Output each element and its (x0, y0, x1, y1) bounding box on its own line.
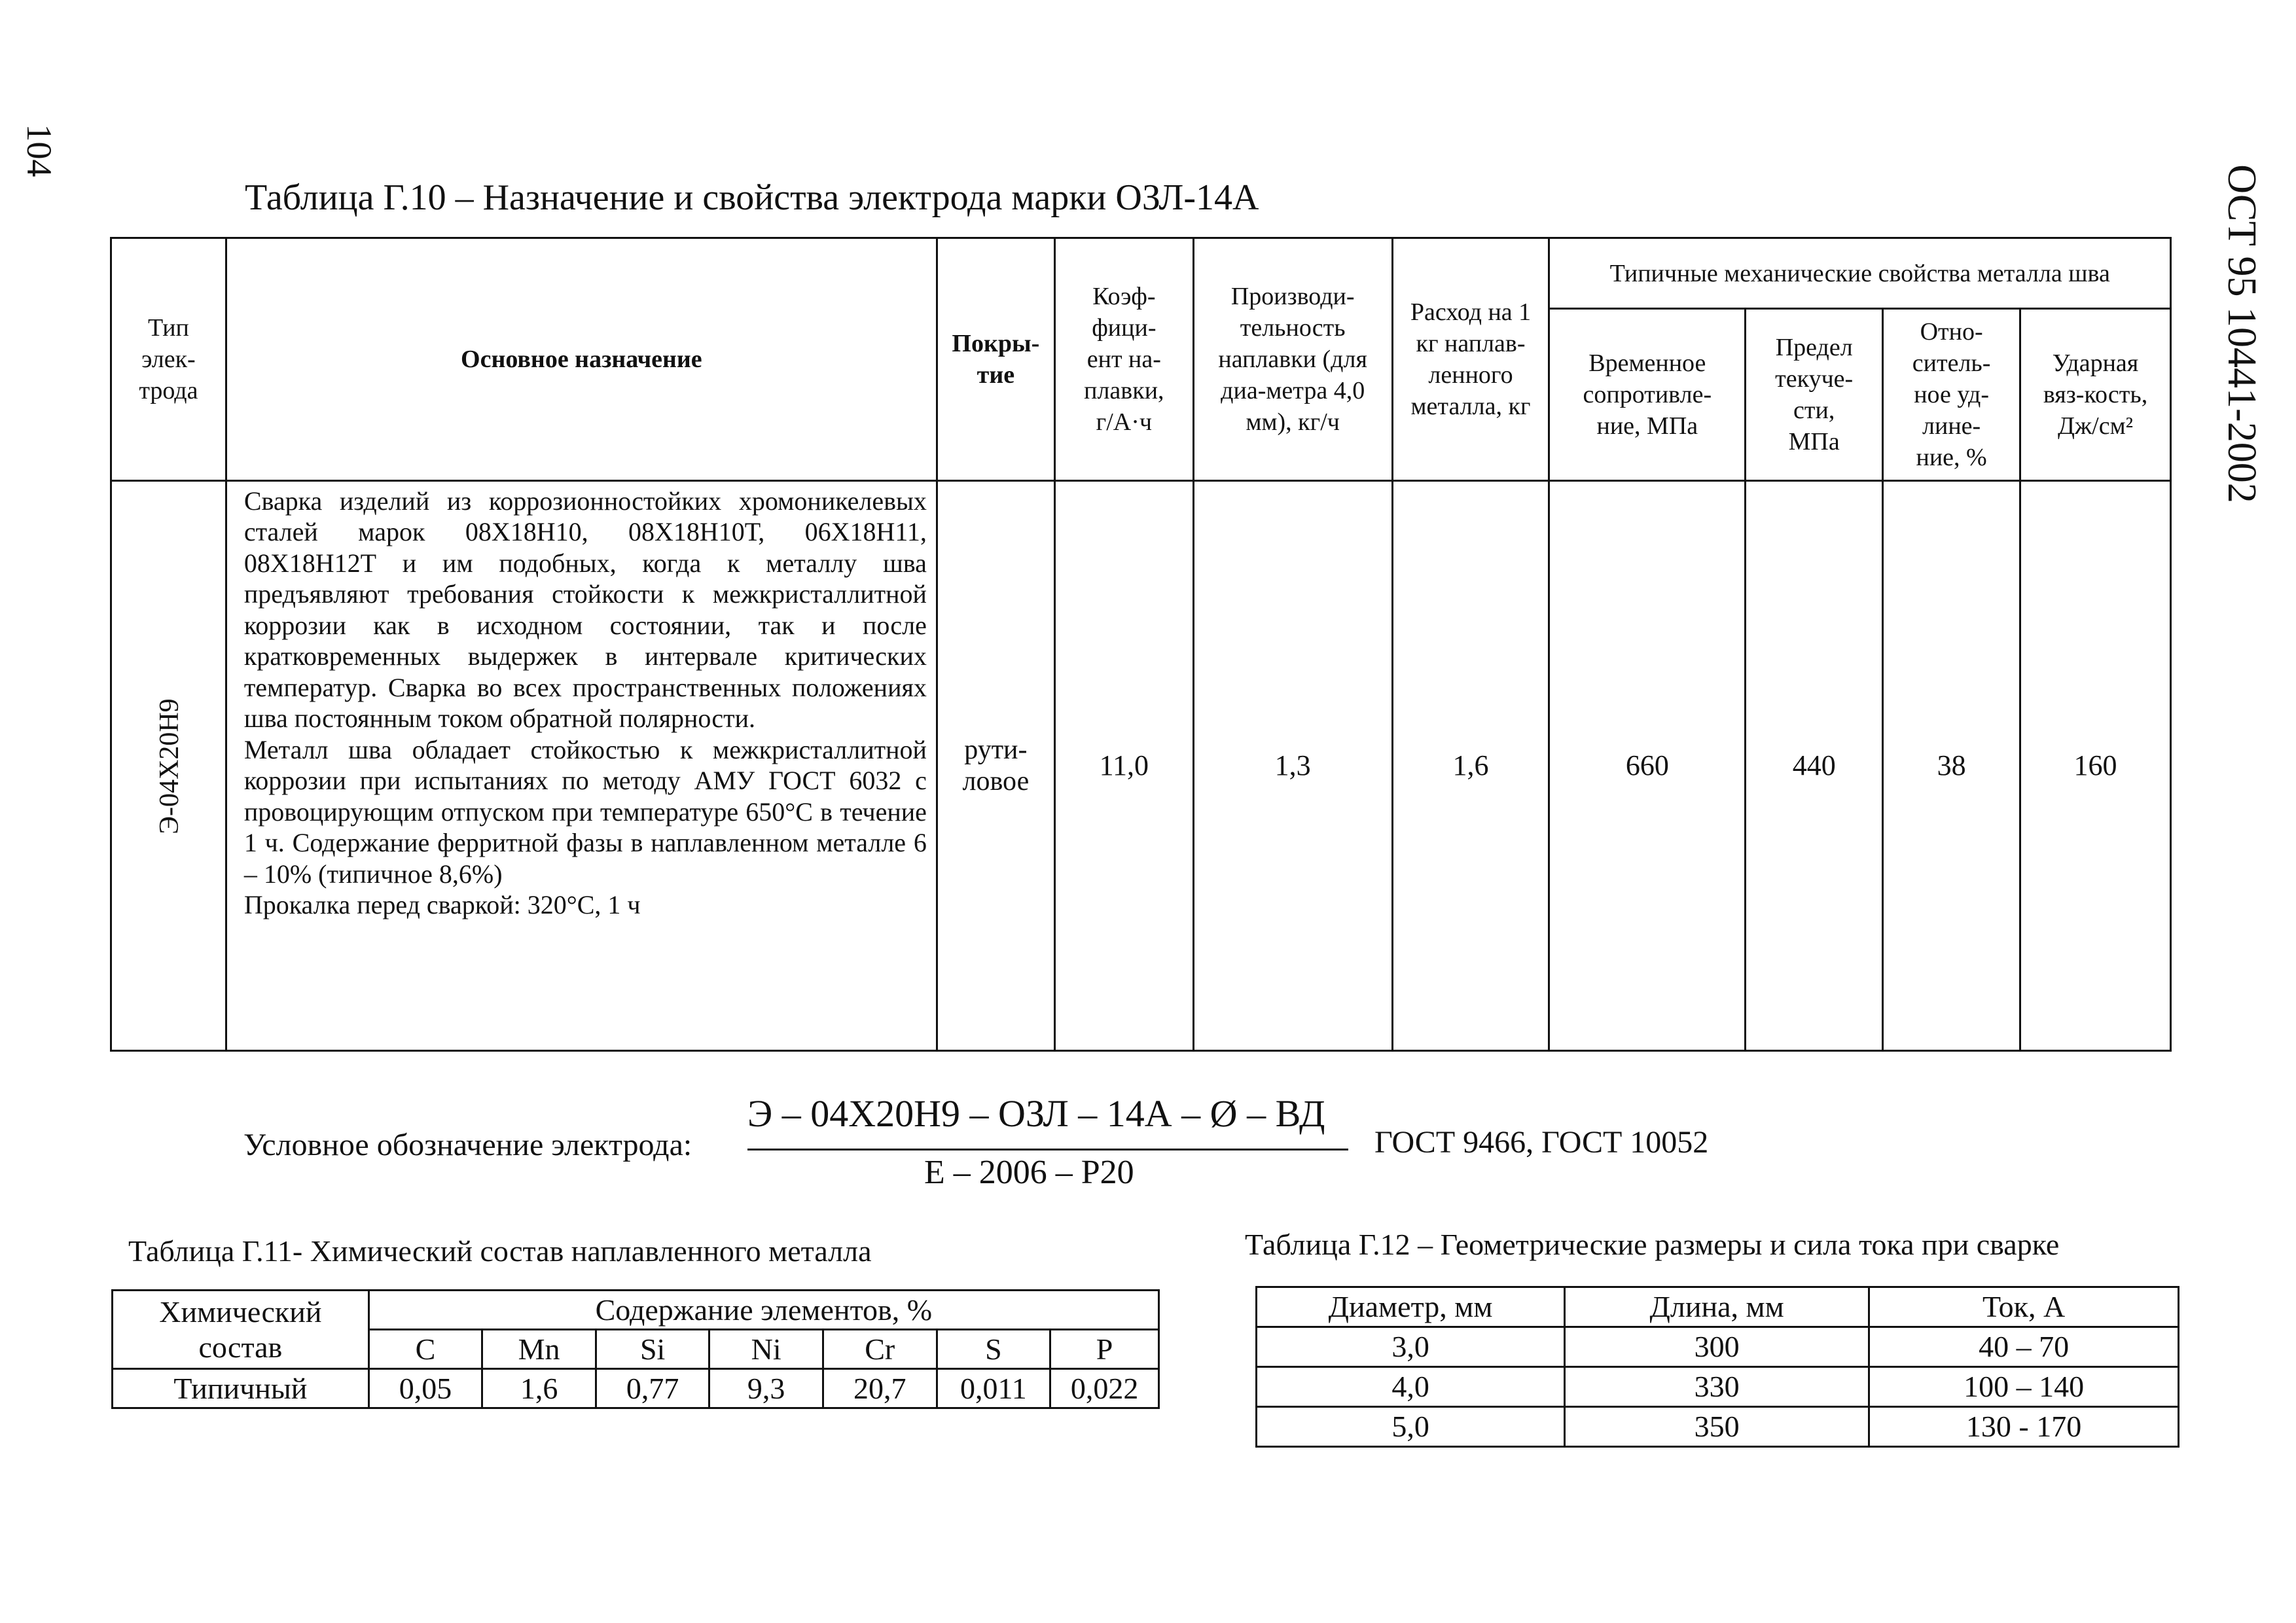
standard-code: ОСТ 95 10441-2002 (2219, 164, 2264, 503)
designation-numerator: Э – 04Х20Н9 – ОЗЛ – 14А – Ø – ВД (747, 1092, 1325, 1135)
g11-value-mn: 1,6 (482, 1369, 596, 1408)
g12-row2-diameter: 4,0 (1257, 1367, 1565, 1407)
g12-row2-length: 330 (1565, 1367, 1869, 1407)
purpose-paragraph-2: Металл шва обладает стойкостью к межкристаллитной коррозии при испытаниях по методу АМУ ГОСТ 6032 с провоцирующим отпуском при температуре 650°С в течение 1 ч. Содержание ферритной фазы в наплавленном металле 6 – 10% (типичное 8,6%) (243, 734, 927, 889)
g11-row-label: Типичный (113, 1369, 369, 1408)
header-yield: Предел текуче-сти, МПа (1746, 309, 1883, 480)
header-coating: Покры-тие (937, 238, 1054, 481)
header-productivity: Производи-тельность наплавки (для диа-метра 4,0 мм), кг/ч (1193, 238, 1392, 481)
g11-value-si: 0,77 (596, 1369, 709, 1408)
g12-header-current: Ток, А (1869, 1287, 2179, 1327)
g11-value-ni: 9,3 (709, 1369, 823, 1408)
header-tensile: Временное сопротивле-ние, МПа (1549, 309, 1746, 480)
g12-row1-length: 300 (1565, 1327, 1869, 1367)
designation-label: Условное обозначение электрода: (243, 1128, 692, 1162)
designation-gost: ГОСТ 9466, ГОСТ 10052 (1374, 1125, 1709, 1160)
g11-element-cr: Cr (823, 1330, 937, 1369)
cell-consumption: 1,6 (1392, 480, 1549, 1050)
g12-header-diameter: Диаметр, мм (1257, 1287, 1565, 1327)
cell-coefficient: 11,0 (1054, 480, 1193, 1050)
header-mech-properties: Типичные механические свойства металла шва (1549, 238, 2171, 309)
cell-purpose (226, 480, 937, 1050)
cell-coating: рути-ловое (937, 480, 1054, 1050)
header-impact: Ударная вяз-кость, Дж/см² (2020, 309, 2171, 480)
g12-row3-current: 130 - 170 (1869, 1407, 2179, 1447)
g11-value-c: 0,05 (368, 1369, 482, 1408)
header-consumption: Расход на 1 кг наплав-ленного металла, кг (1392, 238, 1549, 481)
g11-element-s: S (937, 1330, 1050, 1369)
fraction-line (747, 1149, 1348, 1150)
g11-value-p: 0,022 (1050, 1369, 1159, 1408)
designation-denominator: Е – 2006 – Р20 (924, 1154, 1134, 1191)
g11-value-s: 0,011 (937, 1369, 1050, 1408)
header-type: Тип элек-трода (111, 238, 226, 481)
g12-header-length: Длина, мм (1565, 1287, 1869, 1327)
g11-element-ni: Ni (709, 1330, 823, 1369)
cell-tensile: 660 (1549, 480, 1746, 1050)
g11-element-p: P (1050, 1330, 1159, 1369)
table-g11 (111, 1289, 1160, 1409)
header-purpose: Основное назначение (226, 238, 937, 481)
table-g10 (110, 237, 2172, 1052)
cell-yield: 440 (1746, 480, 1883, 1050)
g11-header-composition: Химический состав (113, 1291, 369, 1369)
g11-header-content: Содержание элементов, % (368, 1291, 1158, 1330)
g12-row3-length: 350 (1565, 1407, 1869, 1447)
purpose-paragraph-3: Прокалка перед сваркой: 320°С, 1 ч (243, 890, 641, 920)
g11-element-mn: Mn (482, 1330, 596, 1369)
cell-elongation: 38 (1883, 480, 2020, 1050)
table-g12-title: Таблица Г.12 – Геометрические размеры и сила тока при сварке (1245, 1228, 2060, 1261)
purpose-paragraph-1: Сварка изделий из коррозионностойких хромоникелевых сталей марок 08Х18Н10, 08Х18Н10Т, 06Х18Н11, 08Х18Н12Т и им подобных, когда к металлу шва предъявляют требования стойкости к межкристаллитной коррозии как в исходном состоянии, так и после кратковременных выдержек в интервале критических температур. Сварка во всех пространственных положениях шва постоянным током обратной полярности. (243, 486, 927, 734)
g12-row1-current: 40 – 70 (1869, 1327, 2179, 1367)
g11-value-cr: 20,7 (823, 1369, 937, 1408)
header-elongation: Отно-ситель-ное уд-лине-ние, % (1883, 309, 2020, 480)
header-coefficient: Коэф-фици-ент на-плавки, г/А·ч (1054, 238, 1193, 481)
table-g11-title: Таблица Г.11- Химический состав наплавленного металла (128, 1234, 872, 1268)
cell-electrode-type (111, 480, 226, 1050)
g11-element-si: Si (596, 1330, 709, 1369)
page-number: 104 (20, 124, 59, 177)
g11-element-c: C (368, 1330, 482, 1369)
g12-row1-diameter: 3,0 (1257, 1327, 1565, 1367)
cell-productivity: 1,3 (1193, 480, 1392, 1050)
cell-impact: 160 (2020, 480, 2171, 1050)
table-g10-title: Таблица Г.10 – Назначение и свойства электрода марки ОЗЛ-14А (245, 177, 1259, 218)
g12-row2-current: 100 – 140 (1869, 1367, 2179, 1407)
g12-row3-diameter: 5,0 (1257, 1407, 1565, 1447)
electrode-type-text: Э-04Х20Н9 (154, 698, 185, 834)
table-g12 (1255, 1286, 2179, 1448)
